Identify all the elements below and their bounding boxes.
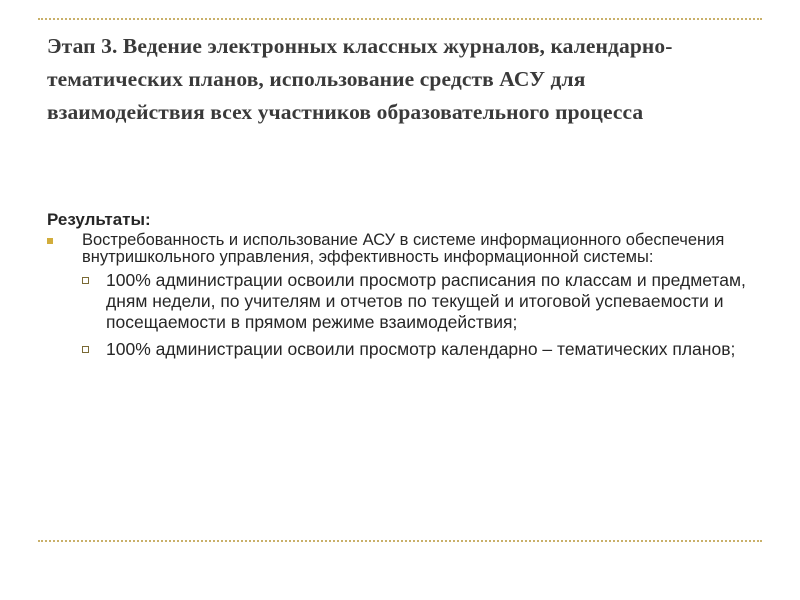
- list-item: [82, 270, 747, 333]
- sub-point-text: 100% администрации освоили просмотр календарно – тематических планов;: [106, 339, 736, 359]
- list-item: [47, 232, 747, 360]
- list-item: [82, 339, 747, 360]
- filled-square-bullet-icon: [47, 238, 53, 244]
- hollow-square-bullet-icon: [82, 346, 89, 353]
- slide-title: Этап 3. Ведение электронных классных журналов, календарно-тематических планов, использование средств АСУ для взаимодействия всех участников образовательного процесса: [47, 34, 673, 124]
- bottom-divider: [38, 540, 762, 542]
- hollow-square-bullet-icon: [82, 277, 89, 284]
- results-list: [47, 232, 747, 360]
- top-divider: [38, 18, 762, 20]
- sub-point-text: 100% администрации освоили просмотр расписания по классам и предметам, дням недели, по учителям и отчетов по текущей и итоговой успеваемости и посещаемости в прямом режиме взаимодействия;: [106, 270, 746, 332]
- sub-points-list: [82, 270, 747, 360]
- main-point-text: Востребованность и использование АСУ в системе информационного обеспечения внутришкольного управления, эффективность информационной системы:: [82, 231, 725, 266]
- results-label: Результаты:: [47, 210, 151, 229]
- slide-content: [47, 210, 747, 366]
